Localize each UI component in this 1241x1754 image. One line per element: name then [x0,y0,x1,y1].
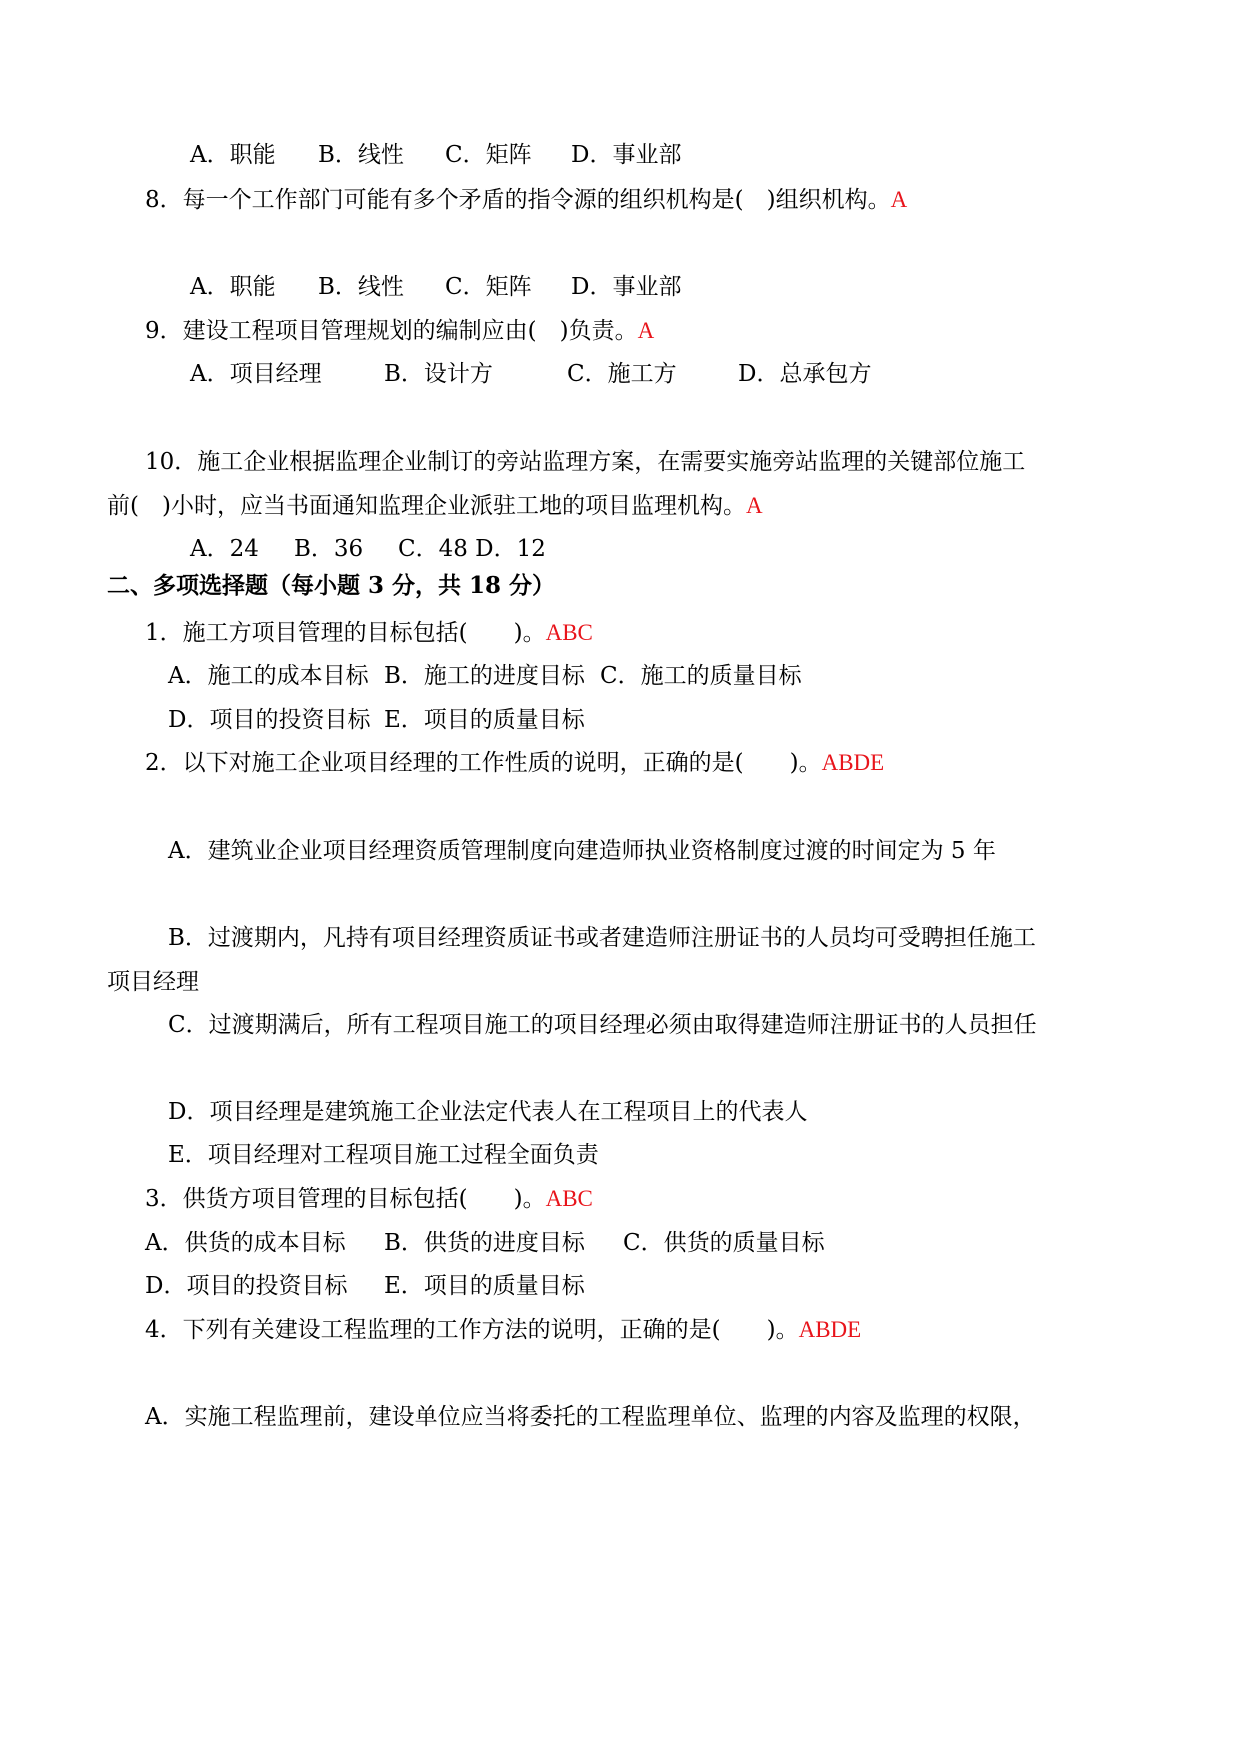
option-c: C．矩阵 [445,142,532,168]
question-text: 9．建设工程项目管理规划的编制应由( )负责。 [145,318,638,344]
option-b: B．供货的进度目标 [384,1230,585,1256]
option-d: D．项目的投资目标 [168,707,371,733]
multi-question-1 [145,618,593,648]
option-b: B．设计方 [384,361,493,387]
section-heading: 二、多项选择题（每小题 3 分，共 18 分） [107,572,556,599]
mq2-option-b-line1: B．过渡期内，凡持有项目经理资质证书或者建造师注册证书的人员均可受聘担任施工 [168,925,1036,951]
option-a: A．24 [190,536,259,562]
mq1-options-row1 [168,661,802,691]
answer-key: ABC [545,620,593,645]
answer-key: A [745,493,763,518]
answer-key: ABDE [798,1317,862,1342]
option-a: A．项目经理 [190,361,322,387]
answer-key: A [637,318,655,343]
mq2-option-e: E．项目经理对工程项目施工过程全面负责 [168,1142,599,1168]
question-9 [145,316,654,346]
question-10-line2 [107,491,763,521]
answer-key: ABC [545,1186,593,1211]
question-8 [145,185,907,215]
answer-key: A [890,187,908,212]
multi-question-2 [145,748,884,778]
option-a: A．职能 [190,142,276,168]
option-a: A．供货的成本目标 [145,1230,346,1256]
option-d: D．事业部 [571,142,682,168]
question-text: 4．下列有关建设工程监理的工作方法的说明，正确的是( )。 [145,1317,799,1343]
option-b: B．施工的进度目标 [384,663,585,689]
option-a: A．职能 [190,274,276,300]
question-text: 8．每一个工作部门可能有多个矛盾的指令源的组织机构是( )组织机构。 [145,187,891,213]
option-d: D．总承包方 [738,361,872,387]
mq2-option-d: D．项目经理是建筑施工企业法定代表人在工程项目上的代表人 [168,1099,808,1125]
option-b: B．线性 [318,142,404,168]
option-a: A．施工的成本目标 [168,663,369,689]
question-text: 1．施工方项目管理的目标包括( )。 [145,620,546,646]
mq1-options-row2 [168,705,585,735]
question-text: 3．供货方项目管理的目标包括( )。 [145,1186,546,1212]
question-text: 前( )小时，应当书面通知监理企业派驻工地的项目监理机构。 [107,493,746,519]
mq4-option-a: A．实施工程监理前，建设单位应当将委托的工程监理单位、监理的内容及监理的权限， [145,1404,1036,1430]
option-e: E．项目的质量目标 [384,707,585,733]
question-10-line1 [145,447,1025,477]
mq2-option-a: A．建筑业企业项目经理资质管理制度向建造师执业资格制度过渡的时间定为 5 年 [168,838,996,864]
q9-options [190,359,871,389]
option-c: C．施工的质量目标 [600,663,802,689]
mq3-options-row1 [145,1228,825,1258]
option-b: B．线性 [318,274,404,300]
option-b: B．36 [294,536,364,562]
multi-question-4 [145,1315,861,1345]
option-c: C．施工方 [567,361,677,387]
q10-options [190,534,546,564]
option-c: C．矩阵 [445,274,532,300]
q7-options [190,140,681,170]
mq2-option-c: C．过渡期满后，所有工程项目施工的项目经理必须由取得建造师注册证书的人员担任 [168,1012,1037,1038]
option-e: E．项目的质量目标 [384,1273,585,1299]
mq2-option-b-line2: 项目经理 [107,969,199,995]
question-text: 10．施工企业根据监理企业制订的旁站监理方案，在需要实施旁站监理的关键部位施工 [145,449,1026,475]
multi-question-3 [145,1184,593,1214]
option-cd: C．48 D．12 [398,536,546,562]
answer-key: ABDE [821,750,885,775]
option-d: D．项目的投资目标 [145,1273,348,1299]
option-d: D．事业部 [571,274,682,300]
option-c: C．供货的质量目标 [623,1230,825,1256]
mq3-options-row2 [145,1271,585,1301]
q8-options [190,272,681,302]
question-text: 2．以下对施工企业项目经理的工作性质的说明，正确的是( )。 [145,750,822,776]
